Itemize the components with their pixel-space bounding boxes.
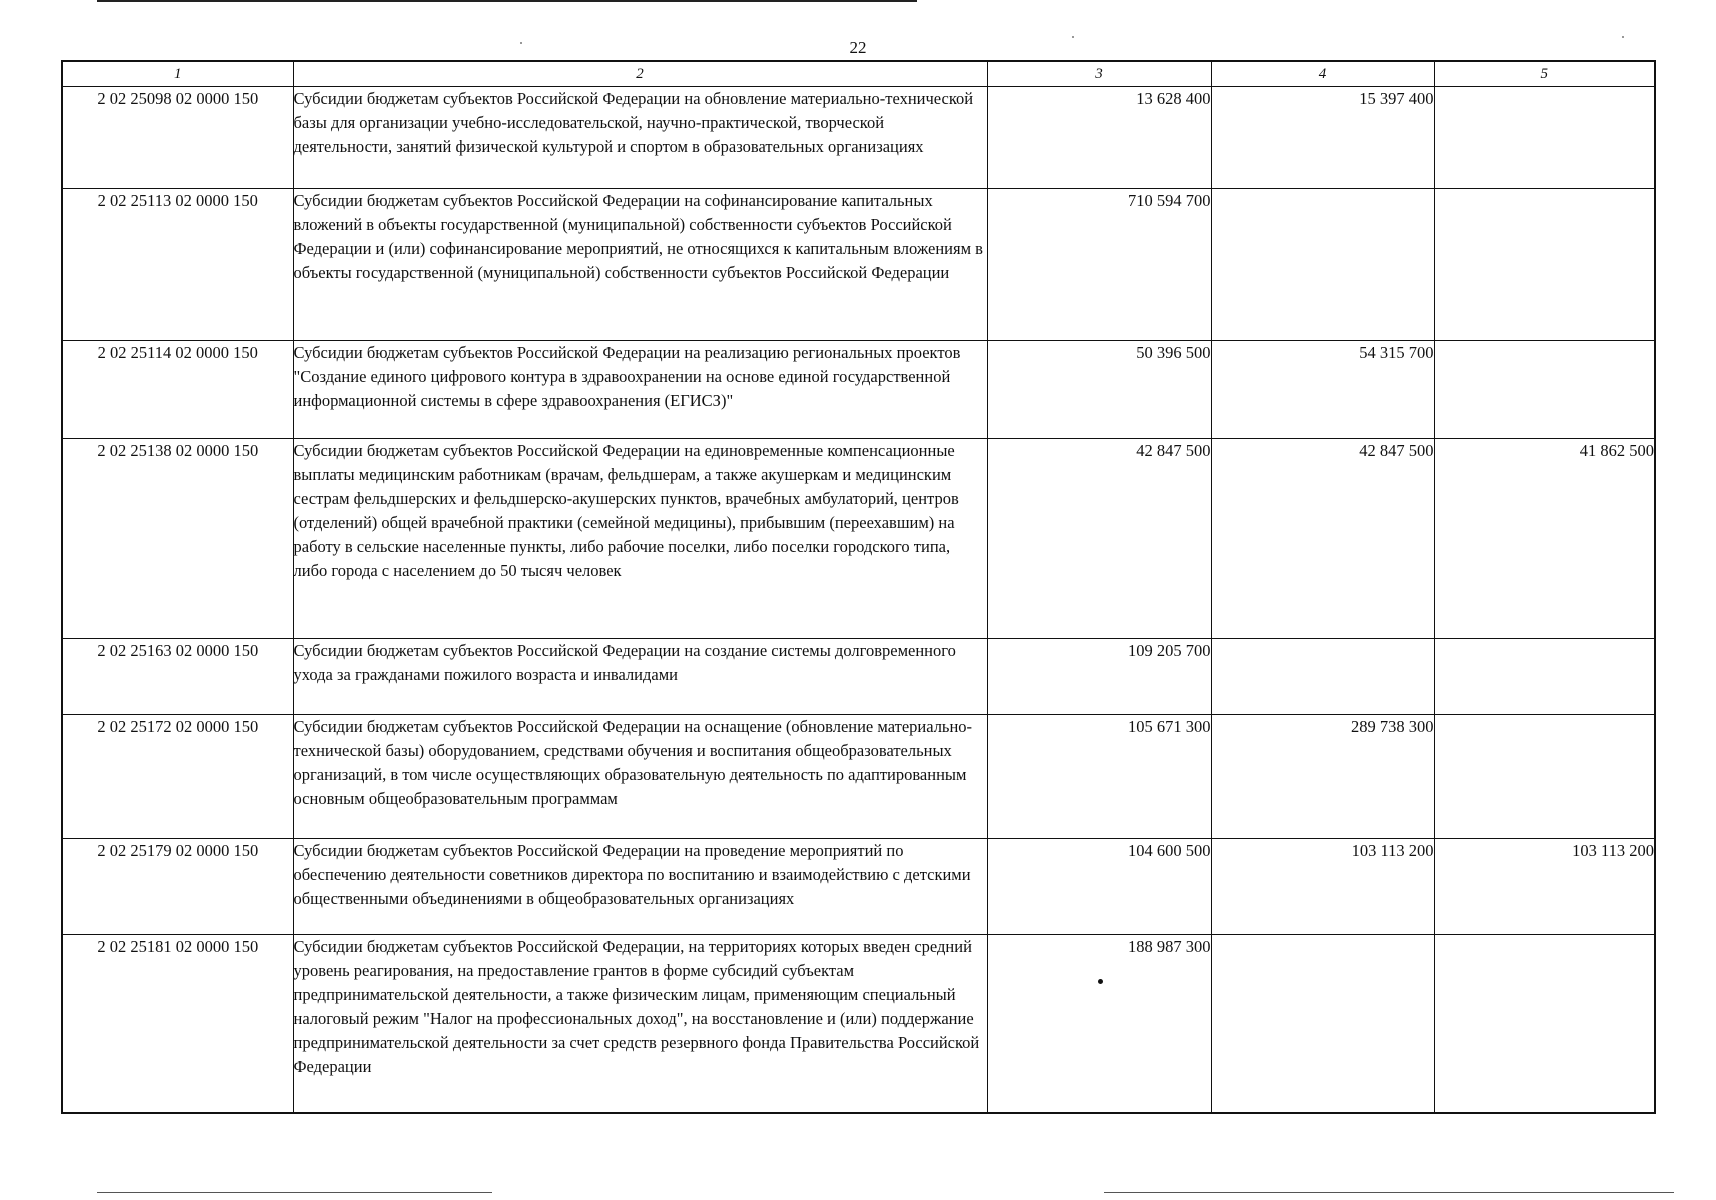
column-header-3: 3 xyxy=(987,61,1211,87)
amount-col3-cell: 13 628 400 xyxy=(987,87,1211,189)
amount-col3-cell: 104 600 500 xyxy=(987,839,1211,935)
table-row xyxy=(62,189,1655,341)
table-row xyxy=(62,839,1655,935)
table-row xyxy=(62,639,1655,715)
amount-col3-cell: 50 396 500 xyxy=(987,341,1211,439)
amount-col4-cell: 42 847 500 xyxy=(1211,439,1434,639)
description-cell: Субсидии бюджетам субъектов Российской Федерации на проведение мероприятий по обеспечению деятельности советников директора по воспитанию и взаимодействию с детскими общественными объединениями в общеобразовательных организациях xyxy=(293,839,987,935)
amount-col3-cell: 188 987 300 xyxy=(987,935,1211,1113)
income-code-cell: 2 02 25179 02 0000 150 xyxy=(62,839,293,935)
table-row xyxy=(62,715,1655,839)
amount-col4-cell: 289 738 300 xyxy=(1211,715,1434,839)
amount-col5-cell xyxy=(1434,341,1655,439)
table-row xyxy=(62,935,1655,1113)
table-header-row xyxy=(62,61,1655,87)
amount-col4-cell: 15 397 400 xyxy=(1211,87,1434,189)
income-code-cell: 2 02 25172 02 0000 150 xyxy=(62,715,293,839)
amount-col3-cell: 109 205 700 xyxy=(987,639,1211,715)
table-row xyxy=(62,439,1655,639)
income-code-cell: 2 02 25098 02 0000 150 xyxy=(62,87,293,189)
scan-edge-line xyxy=(97,1192,492,1193)
amount-col5-cell: 41 862 500 xyxy=(1434,439,1655,639)
amount-col4-cell: 54 315 700 xyxy=(1211,341,1434,439)
column-header-4: 4 xyxy=(1211,61,1434,87)
income-code-cell: 2 02 25113 02 0000 150 xyxy=(62,189,293,341)
amount-col4-cell xyxy=(1211,189,1434,341)
scan-edge-line xyxy=(1104,1192,1674,1193)
description-cell: Субсидии бюджетам субъектов Российской Федерации на единовременные компенсационные выплаты медицинским работникам (врачам, фельдшерам, а также акушеркам и медицинским сестрам фельдшерских и фельдшерско-акушерских пунктов, врачебных амбулаторий, центров (отделений) общей врачебной практики (семейной медицины), прибывшим (переехавшим) на работу в сельские населенные пункты, либо рабочие поселки, либо поселки городского типа, либо города с населением до 50 тысяч человек xyxy=(293,439,987,639)
income-code-cell: 2 02 25138 02 0000 150 xyxy=(62,439,293,639)
table-row xyxy=(62,87,1655,189)
income-code-cell: 2 02 25114 02 0000 150 xyxy=(62,341,293,439)
income-code-cell: 2 02 25163 02 0000 150 xyxy=(62,639,293,715)
amount-col5-cell xyxy=(1434,935,1655,1113)
amount-col3-cell: 42 847 500 xyxy=(987,439,1211,639)
income-code-cell: 2 02 25181 02 0000 150 xyxy=(62,935,293,1113)
amount-col5-cell xyxy=(1434,639,1655,715)
description-cell: Субсидии бюджетам субъектов Российской Федерации на реализацию региональных проектов "Создание единого цифрового контура в здравоохранении на основе единой государственной информационной системы в сфере здравоохранения (ЕГИСЗ)" xyxy=(293,341,987,439)
scan-edge-line xyxy=(97,0,917,2)
amount-col5-cell xyxy=(1434,715,1655,839)
budget-table xyxy=(61,60,1656,1114)
amount-col4-cell: 103 113 200 xyxy=(1211,839,1434,935)
description-cell: Субсидии бюджетам субъектов Российской Федерации на создание системы долговременного ухода за гражданами пожилого возраста и инвалидами xyxy=(293,639,987,715)
amount-col5-cell xyxy=(1434,87,1655,189)
description-cell: Субсидии бюджетам субъектов Российской Федерации, на территориях которых введен средний уровень реагирования, на предоставление грантов в форме субсидий субъектам предпринимательской деятельности, а также физическим лицам, применяющим специальный налоговый режим "Налог на профессиональных доход", на восстановление и (или) поддержание предпринимательской деятельности за счет средств резервного фонда Правительства Российской Федерации xyxy=(293,935,987,1113)
column-header-1: 1 xyxy=(62,61,293,87)
description-cell: Субсидии бюджетам субъектов Российской Федерации на оснащение (обновление материально-технической базы) оборудованием, средствами обучения и воспитания общеобразовательных организаций, в том числе осуществляющих образовательную деятельность по адаптированным основным общеобразовательным программам xyxy=(293,715,987,839)
table-row xyxy=(62,341,1655,439)
amount-col5-cell: 103 113 200 xyxy=(1434,839,1655,935)
column-header-2: 2 xyxy=(293,61,987,87)
description-cell: Субсидии бюджетам субъектов Российской Федерации на обновление материально-технической базы для организации учебно-исследовательской, научно-практической, творческой деятельности, занятий физической культурой и спортом в образовательных организациях xyxy=(293,87,987,189)
ink-dot-mark xyxy=(1098,979,1103,984)
description-cell: Субсидии бюджетам субъектов Российской Федерации на софинансирование капитальных вложений в объекты государственной (муниципальной) собственности субъектов Российской Федерации и (или) софинансирование мероприятий, не относящихся к капитальным вложениям в объекты государственной (муниципальной) собственности субъектов Российской Федерации xyxy=(293,189,987,341)
amount-col3-cell: 710 594 700 xyxy=(987,189,1211,341)
amount-col5-cell xyxy=(1434,189,1655,341)
column-header-5: 5 xyxy=(1434,61,1655,87)
page-number: 22 xyxy=(849,38,867,57)
amount-col4-cell xyxy=(1211,935,1434,1113)
amount-col3-cell: 105 671 300 xyxy=(987,715,1211,839)
amount-col4-cell xyxy=(1211,639,1434,715)
